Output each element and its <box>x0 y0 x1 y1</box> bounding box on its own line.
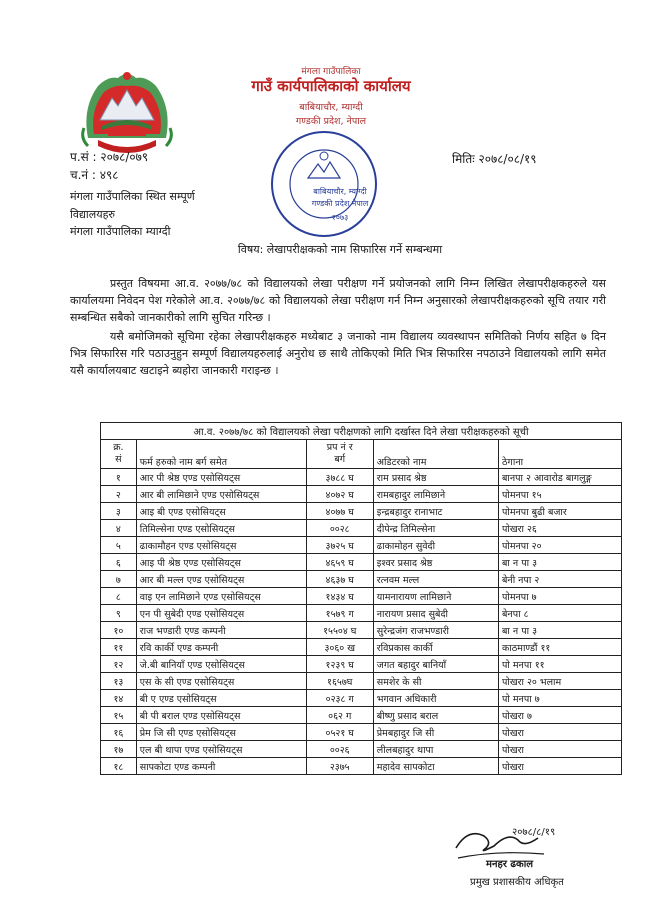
cell-firm: वाइ एन लामिछाने एण्ड एसोसियट्स <box>136 588 306 605</box>
header-sn: क्र. सं <box>101 440 137 469</box>
cell-firm: आर बी लामिछाने एण्ड एसोसियट्स <box>136 486 306 503</box>
signatory-name: मनहर ढकाल <box>486 859 534 870</box>
cell-firm: ढाकामौहन एण्ड एसोसियट्स <box>136 537 306 554</box>
auditor-list-table <box>100 422 622 775</box>
cell-auditor: इश्वर प्रसाद श्रेष्ठ <box>373 554 498 571</box>
subject-line: विषय: लेखापरीक्षकको नाम सिफारिस गर्ने सम्बन्धमा <box>237 243 443 256</box>
cell-auditor: जगत बहादुर बानियाँ <box>373 656 498 673</box>
signature-date: २०७८/८/१९ <box>512 827 556 838</box>
cell-address: बा न पा ३ <box>499 622 622 639</box>
cell-firm: बी ए एण्ड एसोसियट्स <box>136 690 306 707</box>
table-caption: आ.व. २०७७/७८ को विद्यालयको लेखा परीक्षणको लागि दर्खास्त दिने लेखा परीक्षकहरुको सूची <box>101 423 622 440</box>
body-paragraph-1: प्रस्तुत विषयमा आ.व. २०७७/७८ को विद्यालयको लेखा परीक्षण गर्ने प्रयोजनको लागि निम्न लिखित लेखापरीक्षकहरुले यस कार्यालयमा निवेदन पेश गरेकोले आ.व. २०७७/७८ को विद्यालयको लेखा परीक्षण गर्न निम्न अनुसारको लेखापरीक्षकहरुको सूचि तयार गरी सम्बन्धित सबैको जानकारीको लागि सुचित गरिन्छ । <box>70 277 606 324</box>
signatory-title: प्रमुख प्रशासकीय अधिकृत <box>470 877 564 888</box>
cell-address: पोखरा २६ <box>499 520 622 537</box>
cell-auditor: रत्नवम मल्ल <box>373 571 498 588</box>
cell-firm: एल बी थापा एण्ड एसोसियट्स <box>136 741 306 758</box>
cell-firm: एन पी सुबेदी एण्ड एसोसियट्स <box>136 605 306 622</box>
cell-firm: आइ पी श्रेष्ठ एण्ड एसोसियट्स <box>136 554 306 571</box>
table-header-row <box>101 440 622 469</box>
header-auditor: अडिटरको नाम <box>373 440 498 469</box>
cell-reg: १५५०४ घ <box>306 622 373 639</box>
cell-address: बा न पा ३ <box>499 554 622 571</box>
header-title: गाउँ कार्यपालिकाको कार्यालय <box>251 77 411 95</box>
table-row <box>101 741 622 758</box>
recipient-line-3: मंगला गाउँपालिका म्याग्दी <box>70 225 171 238</box>
cell-address: बेनपा ८ <box>499 605 622 622</box>
stamp-text-1: बाबियाचौर, म्याग्दी <box>313 187 367 196</box>
cell-auditor: बीष्णु प्रसाद बराल <box>373 707 498 724</box>
cell-auditor: नारायण प्रसाद सुबेदी <box>373 605 498 622</box>
table-row <box>101 724 622 741</box>
cell-reg: १५७९ ग <box>306 605 373 622</box>
cell-auditor: यामनारायण लामिछाने <box>373 588 498 605</box>
cell-sn: १ <box>101 469 137 486</box>
cell-address: पो मनपा ७ <box>499 690 622 707</box>
cell-address: पोखरा ७ <box>499 707 622 724</box>
cell-reg: ४६३७ घ <box>306 571 373 588</box>
cell-sn: ४ <box>101 520 137 537</box>
table-row <box>101 503 622 520</box>
cell-sn: २ <box>101 486 137 503</box>
cell-auditor: राम प्रसाद श्रेष्ठ <box>373 469 498 486</box>
cell-sn: ८ <box>101 588 137 605</box>
cell-firm: राज भण्डारी एण्ड कम्पनी <box>136 622 306 639</box>
recipient-line-2: विद्यालयहरु <box>70 208 116 221</box>
cell-sn: ७ <box>101 571 137 588</box>
cell-reg: २३७५ <box>306 758 373 775</box>
cell-firm: तिमिल्सेना एण्ड एसोसियट्स <box>136 520 306 537</box>
body-paragraph-2: यसै बमोजिमको सूचिमा रहेका लेखापरीक्षकहरु मध्येबाट ३ जनाको नाम विद्यालय व्यवस्थापन समितिको निर्णय सहित ७ दिन भित्र सिफारिस गरि पठाउनुहुन सम्पूर्ण विद्यालयहरुलाई अनुरोध छ साथै तोकिएको मिति भित्र सिफारिस नपठाउने विद्यालयको लागि समेत यसै कार्यालयबाट खटाइने ब्यहोरा जानकारी गराइन्छ । <box>70 330 606 377</box>
cell-sn: १४ <box>101 690 137 707</box>
cell-sn: १७ <box>101 741 137 758</box>
cell-firm: आर पी श्रेष्ठ एण्ड एसोसियट्स <box>136 469 306 486</box>
cell-firm: जे.बी बानियाँ एण्ड एसोसियट्स <box>136 656 306 673</box>
cell-reg: १६५७घ <box>306 673 373 690</box>
cell-auditor: समशेर के सी <box>373 673 498 690</box>
header-municipality: मंगला गाउँपालिका <box>301 67 361 77</box>
cell-sn: १३ <box>101 673 137 690</box>
letter-date: मितिः २०७८/०८/१९ <box>452 152 537 166</box>
table-row <box>101 605 622 622</box>
cell-firm: आइ बी एण्ड एसोसियट्स <box>136 503 306 520</box>
cell-reg: ४०७२ घ <box>306 486 373 503</box>
header-firm: फर्म हरुको नाम बर्ग समेत <box>136 440 306 469</box>
cell-reg: १४३४ घ <box>306 588 373 605</box>
header-reg: प्रप नं र बर्ग <box>306 440 373 469</box>
header-address: बाबियाचौर, म्याग्दी <box>299 102 363 113</box>
cell-reg: ००२६ <box>306 741 373 758</box>
cell-auditor: लीलबहादुर थापा <box>373 741 498 758</box>
cell-address: पोमनपा ७ <box>499 588 622 605</box>
cell-address: बानपा २ आवारोड बागलुङ्ग <box>499 469 622 486</box>
cell-firm: प्रेम जि सी एण्ड एसोसियट्स <box>136 724 306 741</box>
cell-auditor: ढाकामोहन सुवेदी <box>373 537 498 554</box>
cell-auditor: प्रेमबहादुर जि सी <box>373 724 498 741</box>
table-row <box>101 707 622 724</box>
cell-auditor: दीपेन्द्र तिमिल्सेना <box>373 520 498 537</box>
cell-address: काठमाण्डौं ११ <box>499 639 622 656</box>
table-row <box>101 554 622 571</box>
cell-firm: आर बी मल्ल एण्ड एसोसियट्स <box>136 571 306 588</box>
cell-sn: ९ <box>101 605 137 622</box>
cell-auditor: रामबहादुर लामिछाने <box>373 486 498 503</box>
table-row <box>101 571 622 588</box>
cell-reg: ४०७७ घ <box>306 503 373 520</box>
cell-sn: १२ <box>101 656 137 673</box>
table-row <box>101 486 622 503</box>
cell-address: पोखरा २० भलाम <box>499 673 622 690</box>
cell-address: पोमनपा २० <box>499 537 622 554</box>
cell-auditor: इन्द्रबहादुर रानाभाट <box>373 503 498 520</box>
cell-auditor: रविप्रकास कार्की <box>373 639 498 656</box>
table-row <box>101 588 622 605</box>
cell-firm: सापकोटा एण्ड कम्पनी <box>136 758 306 775</box>
table-row <box>101 622 622 639</box>
emblem-logo <box>78 68 176 160</box>
cell-reg: ०२३८ ग <box>306 690 373 707</box>
table-row <box>101 520 622 537</box>
cell-auditor: सुरेन्द्रजंग राजभण्डारी <box>373 622 498 639</box>
office-stamp <box>268 128 380 240</box>
reference-number: प.सं : २०७८/०७९ <box>70 150 149 164</box>
table-row <box>101 758 622 775</box>
cell-address: बेनी नपा २ <box>499 571 622 588</box>
cell-address: पोमनपा बुढी बजार <box>499 503 622 520</box>
cell-firm: रवि कार्की एण्ड कम्पनी <box>136 639 306 656</box>
cell-sn: १६ <box>101 724 137 741</box>
table-row <box>101 537 622 554</box>
cell-reg: ४६५९ घ <box>306 554 373 571</box>
cell-sn: १५ <box>101 707 137 724</box>
header-address: ठेगाना <box>499 440 622 469</box>
cell-address: पोखरा <box>499 758 622 775</box>
recipient-line-1: मंगला गाउँपालिका स्थित सम्पूर्ण <box>70 190 195 203</box>
stamp-year: २०७३ <box>331 213 349 222</box>
cell-sn: ६ <box>101 554 137 571</box>
cell-reg: ००२८ <box>306 520 373 537</box>
cell-address: पोखरा <box>499 741 622 758</box>
cell-sn: ५ <box>101 537 137 554</box>
cell-reg: ३०६० ख <box>306 639 373 656</box>
table-row <box>101 690 622 707</box>
cell-sn: १० <box>101 622 137 639</box>
table-row <box>101 656 622 673</box>
cell-address: पो मनपा ११ <box>499 656 622 673</box>
table-row <box>101 639 622 656</box>
cell-firm: बी पी बराल एण्ड एसोसियट्स <box>136 707 306 724</box>
cell-address: पोमनपा १५ <box>499 486 622 503</box>
cell-reg: ०६२ ग <box>306 707 373 724</box>
cell-reg: ३७२५ घ <box>306 537 373 554</box>
cell-reg: ०५२१ घ <box>306 724 373 741</box>
cell-auditor: महादेव सापकोटा <box>373 758 498 775</box>
cell-auditor: भगवान अधिकारी <box>373 690 498 707</box>
table-row <box>101 673 622 690</box>
cell-firm: एस के सी एण्ड एसोसियट्स <box>136 673 306 690</box>
cell-address: पोखरा <box>499 724 622 741</box>
dispatch-number: च.नं : ४९८ <box>70 168 119 182</box>
cell-reg: १२३९ घ <box>306 656 373 673</box>
cell-sn: ११ <box>101 639 137 656</box>
cell-reg: ३७८८ घ <box>306 469 373 486</box>
cell-sn: ३ <box>101 503 137 520</box>
stamp-text-2: गण्डकी प्रदेश नेपाल <box>311 199 369 208</box>
header-province: गण्डकी प्रदेश, नेपाल <box>295 116 367 127</box>
cell-sn: १८ <box>101 758 137 775</box>
table-row <box>101 469 622 486</box>
